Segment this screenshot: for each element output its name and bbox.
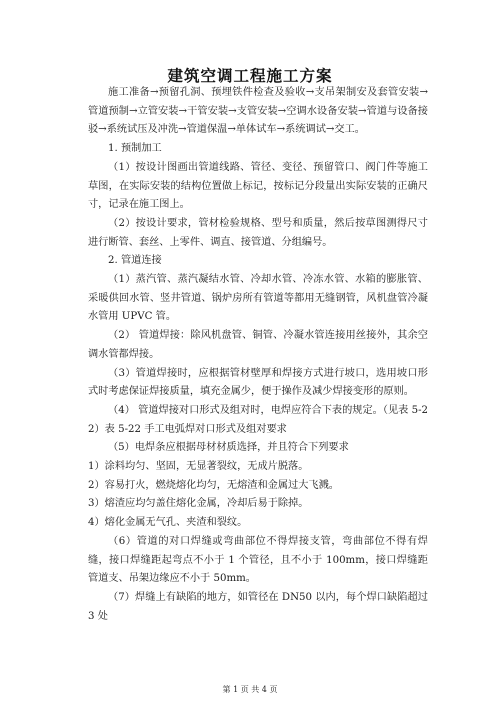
document-title: 建筑空调工程施工方案 xyxy=(167,67,333,85)
list-item: 2）容易打火，燃烧熔化均匀，无熔渣和金属过大飞溅。 xyxy=(88,479,339,491)
list-item: 3）熔渣应均匀盖住熔化金属，冷却后易于除掉。 xyxy=(88,498,309,510)
paragraph: （4） 管道焊接对口形式及组对时，电焊应符合下表的规定。（见表 5-22）表 5-22 手工电弧焊对口形式及组对要求 xyxy=(88,404,428,435)
paragraph: （1）蒸汽管、蒸汽凝结水管、冷却水管、冷冻水管、水箱的膨胀管、采暖供回水管、竖井管道、锅炉房所有管道等都用无缝钢管，风机盘管冷凝水管用 UPVC 管。 xyxy=(88,274,428,323)
paragraph: （6）管道的对口焊缝或弯曲部位不得焊接支管，弯曲部位不得有焊缝，接口焊缝距起弯点不小于 1 个管径，且不小于 100mm，接口焊缝距管道支、吊架边缘应不小于 50mm。 xyxy=(88,535,428,585)
list-item: 4）熔化金属无气孔、夹渣和裂纹。 xyxy=(88,517,248,529)
paragraph: （2） 管道焊接：除风机盘管、铜管、冷凝水管连接用丝接外，其余空调水管都焊接。 xyxy=(88,330,428,360)
page-footer: 第 1 页 共 4 页 xyxy=(222,685,278,694)
paragraph: 施工准备→预留孔洞、预埋铁件检查及验收→支吊架制安及套管安装→管道预制→立管安装→干管安装→支管安装→空调水设备安装→管道与设备接驳→系统试压及冲洗→管道保温→单体试车→系统调试→交工。 xyxy=(88,87,428,136)
list-item: 1）涂料均匀、坚固，无显著裂纹，无成片脱落。 xyxy=(88,461,309,473)
paragraph: （7）焊缝上有缺陷的地方，如管径在 DN50 以内，每个焊口缺陷超过 3 处 xyxy=(88,591,428,622)
paragraph: （5）电焊条应根据母材材质选择，并且符合下列要求 xyxy=(108,442,349,454)
section-heading: 1. 预制加工 xyxy=(108,143,162,155)
paragraph: （1）按设计图画出管道线路、管径、变径、预留管口、阀门件等施工草图，在实际安装的结构位置做上标记，按标记分段量出实际安装的正确尺寸，记录在施工图上。 xyxy=(88,161,428,211)
section-heading: 2. 管道连接 xyxy=(108,255,162,267)
paragraph: （2）按设计要求，管材检验规格、型号和质量，然后按草图测得尺寸进行断管、套丝、上零件、调直、接管道、分组编号。 xyxy=(88,217,428,248)
document-body xyxy=(88,84,428,626)
paragraph: （3）管道焊接时，应根据管材壁厚和焊接方式进行坡口，选用坡口形式时考虑保证焊接质量，填充金属少，便于操作及减少焊接变形的原则。 xyxy=(88,367,428,398)
